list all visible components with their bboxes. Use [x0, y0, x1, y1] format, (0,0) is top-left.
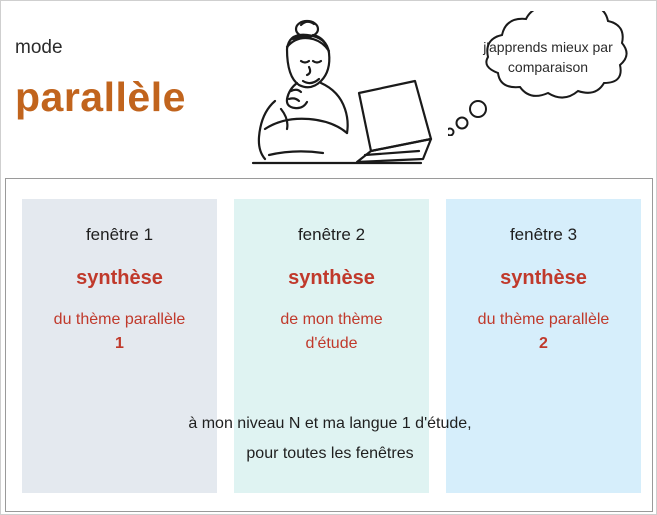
column-1-subtitle-text: du thème parallèle	[53, 311, 186, 328]
panel-footer	[6, 409, 654, 470]
column-1-number: 1	[115, 335, 124, 352]
column-3-subtitle-text: du thème parallèle	[477, 311, 610, 328]
column-3-header: fenêtre 3	[509, 225, 578, 244]
footer-line-1: à mon niveau N et ma langue 1 d'étude,	[188, 415, 472, 432]
column-3-synthesis: synthèse	[500, 267, 587, 289]
column-2-header: fenêtre 2	[297, 225, 366, 244]
column-1-header: fenêtre 1	[85, 225, 154, 244]
thought-bubble-text: j'apprends mieux par comparaison	[483, 39, 613, 76]
column-1-synthesis: synthèse	[76, 267, 163, 289]
footer-line-2: pour toutes les fenêtres	[246, 445, 414, 463]
column-2-subtitle-text: de mon thème	[280, 311, 383, 328]
column-1-subtitle	[22, 308, 217, 356]
windows-panel	[5, 178, 653, 512]
mode-title: parallèle	[15, 74, 186, 120]
column-2-synthesis: synthèse	[288, 267, 375, 289]
mode-label: mode	[15, 37, 63, 58]
person-at-laptop-icon	[209, 5, 439, 175]
column-2-number: d'étude	[305, 335, 358, 352]
column-3-number: 2	[539, 335, 548, 352]
column-2-subtitle	[234, 308, 429, 356]
header	[1, 1, 657, 177]
column-3-subtitle	[446, 308, 641, 356]
